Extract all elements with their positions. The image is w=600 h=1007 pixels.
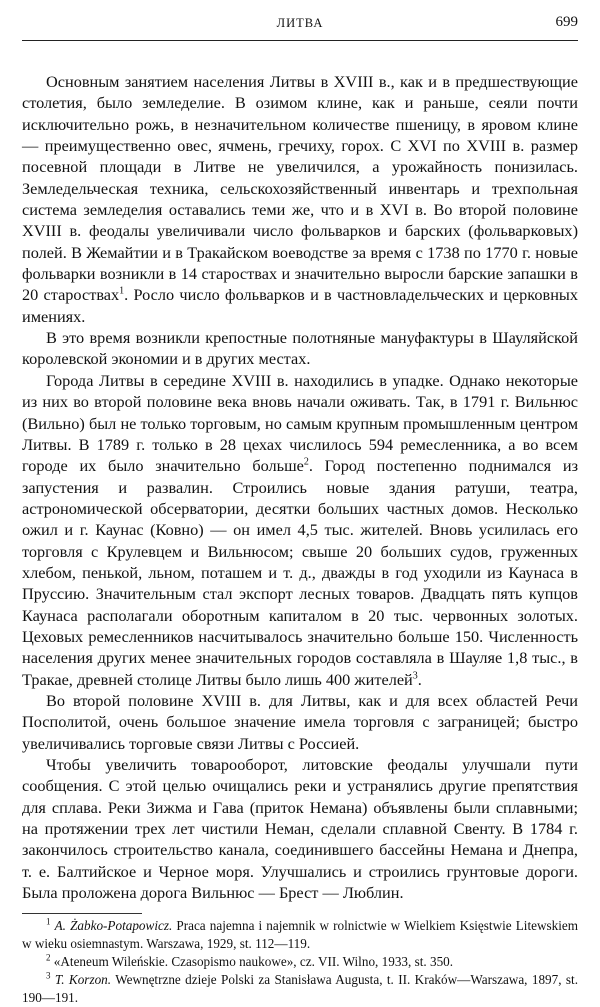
- paragraph-text: В это время возникли крепостные полотняные мануфактуры в Шауляйской королевской экономии и в других местах.: [22, 328, 578, 369]
- footnote-number: 3: [46, 971, 51, 982]
- paragraph-trade: [22, 690, 578, 754]
- paragraph-text: .: [417, 669, 422, 689]
- page-number: 699: [555, 14, 578, 30]
- running-title: ЛИТВА: [276, 16, 324, 30]
- footnote-number: 1: [46, 917, 51, 928]
- footnote-1: [22, 917, 578, 953]
- paragraph-cities: [22, 370, 578, 690]
- paragraph-text: Города Литвы в середине XVIII в. находились в упадке. Однако некоторые из них во второй половине века вновь начали оживать. Так, в 1791 г. Вильнюс (Вильно) был не только торговым, но самым крупным промышленным центром Литвы. В 1789 г. только в 28 цехах числилось 594 ремесленника, а во всем городе их было значительно больше: [22, 370, 578, 476]
- paragraph-roads: [22, 754, 578, 903]
- footnote-3: [22, 971, 578, 1007]
- footnote-author: T. Korzon.: [54, 972, 112, 988]
- footnotes: [22, 917, 578, 1007]
- footnote-text: Wewnętrzne dzieje Polski za Stanisława Augusta, t. II. Kraków—Warszawa, 1897, st. 190—191.: [22, 972, 579, 1006]
- footnote-ref-2: 2: [303, 456, 309, 468]
- footnote-divider: [22, 913, 142, 914]
- footnote-text: «Ateneum Wileńskie. Czasopismo naukowe», cz. VII. Wilno, 1933, st. 350.: [50, 954, 454, 970]
- paragraph-text: . Росло число фольварков и в частновладельческих и церковных имениях.: [22, 285, 578, 326]
- main-text: [22, 71, 578, 903]
- paragraph-manufactures: [22, 327, 578, 370]
- footnote-author: A. Żabko-Potapowicz.: [54, 918, 173, 934]
- paragraph-text: . Город постепенно поднимался из запустения и развалин. Строились новые здания ратуши, театра, астрономической обсерватории, десятки больших частных домов. Несколько ожил и г. Каунас (Ковно) — он имел 4,5 тыс. жителей. Вновь усилилась его торговля с Крулевцем и Вильнюсом; свыше 20 больших судов, груженных хлебом, пенькой, льном, поташем и т. д., дважды в год уходили из Каунаса в Пруссию. Значительным стал экспорт лесных товаров. Двадцать пять купцов Каунаса располагали оборотным капиталом в 20 тыс. червонных золотых. Цеховых ремесленников насчитывалось значительно больше 150. Численность населения других менее значительных городов составляла в Шауляе 1,8 тыс., в Тракае, древней столице Литвы было лишь 400 жителей: [22, 456, 579, 689]
- paragraph-text: Во второй половине XVIII в. для Литвы, как и для всех областей Речи Посполитой, очень большое значение имела торговля с заграницей; быстро увеличивались торговые связи Литвы с Россией.: [22, 690, 578, 753]
- footnote-number: 2: [46, 953, 51, 964]
- footnote-ref-1: 1: [119, 286, 125, 298]
- page-header: [22, 14, 578, 41]
- paragraph-text: Чтобы увеличить товарооборот, литовские феодалы улучшали пути сообщения. С этой целью очищались реки и устранялись другие препятствия для сплава. Реки Зижма и Гава (приток Немана) объявлены были сплавными; на протяжении трех лет чистили Неман, сделали сплавной Свенту. В 1784 г. закончилось строительство канала, соединившего бассейны Немана и Днепра, т. е. Балтийское и Черное моря. Улучшались и строились грунтовые дороги. Была проложена дорога Вильнюс — Брест — Люблин.: [22, 755, 578, 903]
- paragraph-agriculture: [22, 71, 578, 327]
- paragraph-text: Основным занятием населения Литвы в XVIII в., как и в предшествующие столетия, было земледелие. В озимом клине, как и раньше, сеяли почти исключительно рожь, в незначительном количестве пшеницу, в яровом клине — преимущественно овес, ячмень, гречиху, горох. С XVI по XVIII в. размер посевной площади в Литве не увеличился, а урожайность понизилась. Земледельческая техника, сельскохозяйственный инвентарь и трехпольная система земледелия оставались теми же, что и в XVI в. Во второй половине XVIII в. феодалы увеличивали число фольварков и барских (фольварковых) полей. В Жемайтии и в Тракайском воеводстве за время с 1738 по 1770 г. новые фольварки возникли в 14 староствах и значительно выросли барские запашки в 20 староствах: [22, 72, 578, 305]
- footnote-text: Praca najemna i najemnik w rolnictwie w Wielkiem Księstwie Litewskiem w wieku osiemnastym. Warszawa, 1929, st. 112—119.: [22, 918, 578, 952]
- footnote-2: [22, 953, 578, 971]
- footnote-ref-3: 3: [412, 670, 418, 682]
